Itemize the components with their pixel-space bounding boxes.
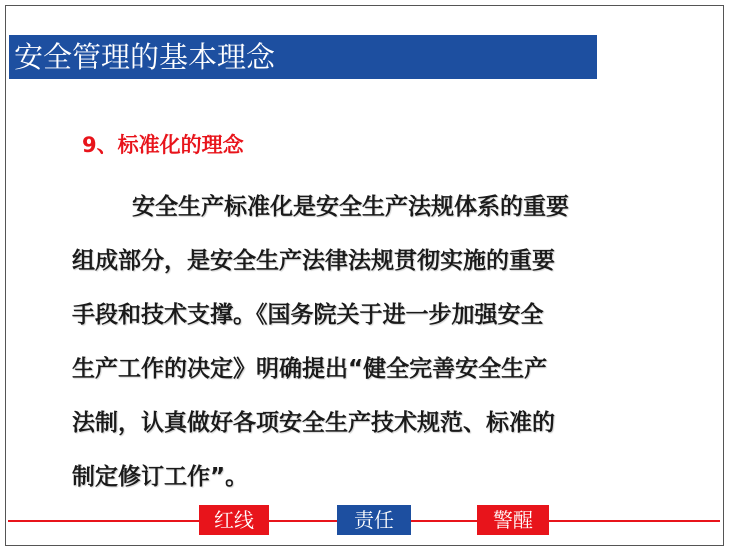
- body-line-3: 手段和技术支撑。《国务院关于进一步加强安全: [72, 302, 544, 328]
- body-line-4: 生产工作的决定》明确提出“健全完善安全生产: [72, 356, 548, 382]
- slide-title: 安全管理的基本理念: [14, 40, 276, 74]
- body-line-6: 制定修订工作”。: [72, 464, 249, 490]
- body-line-2: 组成部分，是安全生产法律法规贯彻实施的重要: [72, 248, 555, 274]
- tag-red-line[interactable]: 红线: [199, 505, 269, 535]
- body-line-1: 安全生产标准化是安全生产法规体系的重要: [132, 194, 569, 220]
- tag-responsibility[interactable]: 责任: [337, 505, 411, 535]
- tag-alert[interactable]: 警醒: [477, 505, 549, 535]
- body-paragraph: [72, 184, 660, 508]
- section-subtitle: 9、标准化的理念: [82, 133, 244, 157]
- body-line-5: 法制，认真做好各项安全生产技术规范、标准的: [72, 410, 555, 436]
